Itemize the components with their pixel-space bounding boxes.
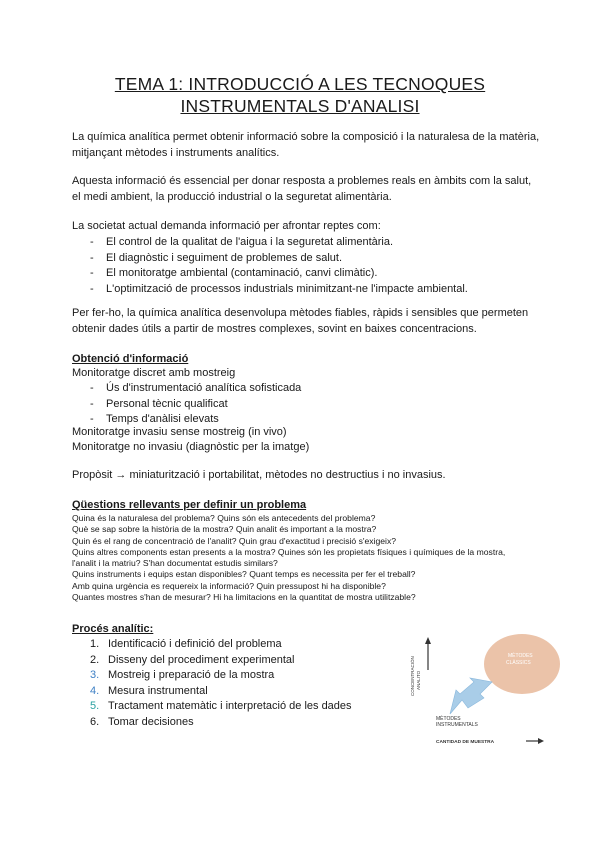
list-item: - Temps d'anàlisi elevats bbox=[90, 412, 301, 428]
evolution-arrow bbox=[450, 678, 492, 714]
step-item: 6. Tomar decisiones bbox=[90, 715, 194, 728]
proces-steps bbox=[90, 637, 352, 730]
question-item: Quantes mostres s'han de mesurar? Hi ha limitacions en la quantitat de mostra utilitzable? bbox=[72, 592, 416, 603]
questions-heading: Qüestions rellevants per definir un problema bbox=[72, 499, 307, 511]
step-item: 1. Identificació i definició del problema bbox=[90, 638, 282, 650]
list-item: - Ús d'instrumentació analítica sofisticada bbox=[90, 381, 301, 397]
y-axis-arrowhead bbox=[425, 637, 431, 644]
list-item: - Personal tècnic qualificat bbox=[90, 397, 301, 413]
proces-heading: Procés analític: bbox=[72, 623, 154, 635]
question-item: Amb quina urgència es requereix la informació? Quin pressupost hi ha disponible? bbox=[72, 580, 386, 591]
question-item: Quin és el rang de concentració de l'analit? Quin grau d'exactitud i precisió s'exigeix? bbox=[72, 535, 397, 546]
challenges-list bbox=[90, 235, 468, 297]
methods-paragraph: Per fer-ho, la química analítica desenvolupa mètodes fiables, ràpids i sensibles que permeten obtenir dades útils a partir de mostres complexes, sovint en baixes concentracions. bbox=[72, 307, 529, 335]
context-paragraph: Aquesta informació és essencial per donar resposta a problemes reals en àmbits com la salut, el medi ambient, la producció industrial o la seguretat alimentària. bbox=[72, 175, 532, 203]
proposit-line: Propòsit → miniaturització i portabilitat, mètodes no destructius i no invasius. bbox=[72, 469, 446, 481]
methods-diagram bbox=[400, 630, 560, 750]
list-item: - El control de la qualitat de l'aigua i la seguretat alimentària. bbox=[90, 235, 468, 251]
instrumental-methods-label: INSTRUMENTALS bbox=[436, 722, 478, 728]
obtencio-heading: Obtenció d'informació bbox=[72, 353, 189, 365]
questions-list bbox=[72, 513, 512, 603]
y-axis-label: CONCENTRACIÓN bbox=[410, 656, 415, 696]
obtencio-line: Monitoratge discret amb mostreig bbox=[72, 367, 236, 379]
instrumental-methods-label: MÈTODES bbox=[436, 716, 461, 722]
step-item: 4. Mesura instrumental bbox=[90, 684, 208, 697]
question-item: Quins altres components estan presents a la mostra? Quines són les propietats físiques i químiques de la mostra, l'analit i la matriu? S'han documentat estudis similars? bbox=[72, 546, 506, 569]
list-item: - El monitoratge ambiental (contaminació, canvi climàtic). bbox=[90, 266, 468, 282]
obtencio-line: Monitoratge invasiu sense mostreig (in vivo) bbox=[72, 426, 287, 438]
page-title: TEMA 1: INTRODUCCIÓ A LES TECNOQUES INSTRUMENTALS D'ANALISI bbox=[114, 74, 486, 116]
obtencio-list bbox=[90, 381, 301, 428]
classic-methods-label: MÈTODES bbox=[508, 653, 533, 659]
classic-methods-label: CLÀSSICS bbox=[506, 660, 531, 666]
step-item: 2. Disseny del procediment experimental bbox=[90, 653, 295, 666]
question-item: Quins instruments i equips estan disponibles? Quant temps es necessita per fer el treball? bbox=[72, 569, 416, 580]
x-axis-label: CANTIDAD DE MUESTRA bbox=[436, 740, 495, 745]
intro-paragraph: La química analítica permet obtenir informació sobre la composició i la naturalesa de la matèria, mitjançant mètodes i instruments analítics. bbox=[72, 131, 540, 159]
step-item: 3. Mostreig i preparació de la mostra bbox=[90, 669, 275, 681]
list-item: - El diagnòstic i seguiment de problemes de salut. bbox=[90, 251, 468, 267]
step-item: 5. Tractament matemàtic i interpretació de les dades bbox=[90, 700, 352, 712]
question-item: Què se sap sobre la història de la mostra? Quin analit és important a la mostra? bbox=[72, 524, 377, 535]
challenges-intro: La societat actual demanda informació per afrontar reptes com: bbox=[72, 220, 381, 232]
list-item: - L'optimització de processos industrials minimitzant-ne l'impacte ambiental. bbox=[90, 282, 468, 298]
obtencio-line: Monitoratge no invasiu (diagnòstic per la imatge) bbox=[72, 441, 310, 453]
y-axis-label: ANALITO bbox=[416, 670, 421, 690]
question-item: Quina és la naturalesa del problema? Quins són els antecedents del problema? bbox=[72, 513, 376, 523]
x-axis-arrowhead bbox=[538, 738, 544, 744]
